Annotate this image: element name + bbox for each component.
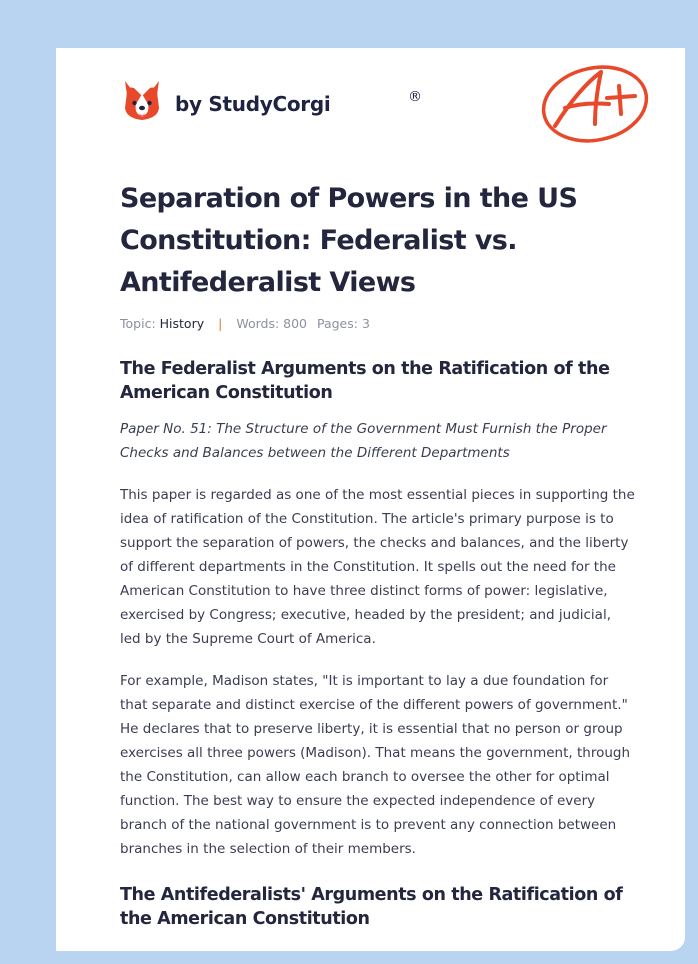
document-page (56, 48, 685, 951)
corgi-logo-icon[interactable] (122, 78, 162, 122)
word-count: Words: 800 (236, 316, 307, 331)
article-meta (120, 316, 635, 331)
a-plus-grade-icon (539, 60, 651, 144)
page-title: Separation of Powers in the US Constitution: Federalist vs. Antifederalist Views (120, 183, 578, 298)
section-heading-antifederalist: The Antifederalists' Arguments on the Ratification of the American Constitution (120, 885, 623, 929)
section-subtitle: Paper No. 51: The Structure of the Government Must Furnish the Proper Checks and Balances between the Different Departments (120, 421, 607, 461)
brand-name[interactable]: by StudyCorgi (175, 92, 331, 116)
paragraph: This paper is regarded as one of the most essential pieces in supporting the idea of ratification of the Constitution. The article's primary purpose is to support the separation of powers, the checks and balances, and the liberty of different departments in the Constitution. It spells out the need for the American Constitution to have three distinct forms of power: legislative, exercised by Congress; executive, headed by the president; and judicial, led by the Supreme Court of America. (120, 487, 635, 647)
paragraph: For example, Madison states, "It is important to lay a due foundation for that separate and distinct exercise of the different powers of government." He declares that to preserve liberty, it is essential that no person or group exercises all three powers (Madison). That means the government, through the Constitution, can allow each branch to oversee the other for optimal function. The best way to ensure the expected independence of every branch of the national government is to prevent any connection between branches in the selection of their members. (120, 673, 631, 857)
header (122, 78, 652, 140)
topic-link[interactable]: History (159, 316, 205, 331)
meta-separator: | (218, 316, 223, 331)
topic-label: Topic: (120, 316, 156, 331)
article (120, 178, 635, 931)
page-count: Pages: 3 (316, 316, 370, 331)
section-heading-federalist: The Federalist Arguments on the Ratification of the American Constitution (120, 359, 610, 403)
registered-mark: ® (408, 89, 422, 105)
